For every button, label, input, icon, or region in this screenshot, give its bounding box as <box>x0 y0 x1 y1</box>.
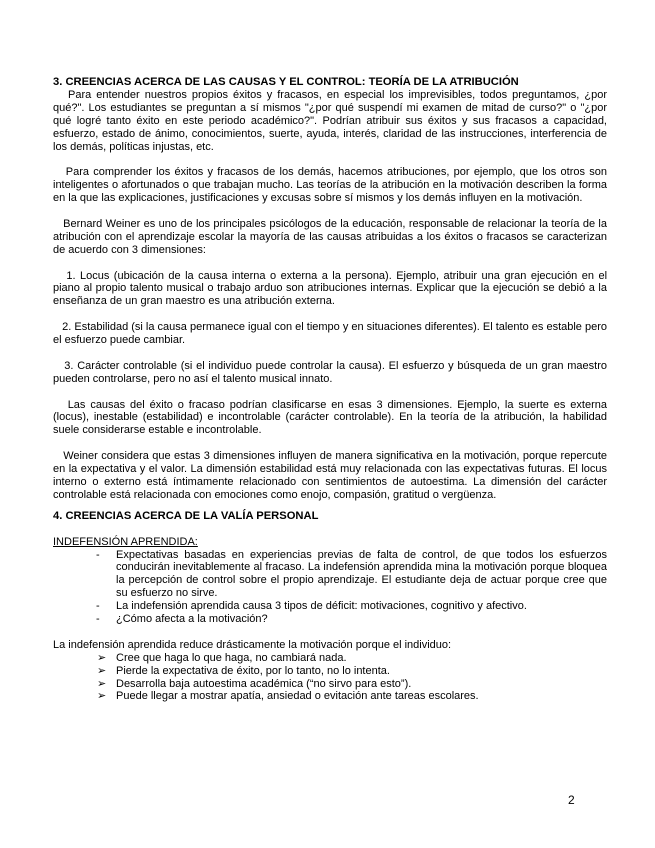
paragraph: Para comprender los éxitos y fracasos de los demás, hacemos atribuciones, por ejemplo, que los otros son inteligentes o afortunados o que trabajan mucho. Las teorías de la atribución en la motivación describen la forma en la que las explicaciones, justificaciones y excusas sobre sí mismos y los demás influyen en la motivación. <box>53 166 611 205</box>
arrow-bullet-icon: ➢ <box>97 677 107 690</box>
arrow-bullet-icon: ➢ <box>97 664 107 677</box>
list-item-text: Puede llegar a mostrar apatía, ansiedad o evitación ante tareas escolares. <box>116 690 479 703</box>
paragraph: Para entender nuestros propios éxitos y fracasos, en especial los imprevisibles, todos preguntamos, ¿por qué?". Los estudiantes se preguntan a sí mismos "¿por qué suspendí mi examen de mitad de curso?" o "¿por qué logré tanto éxito en este periodo académico?". Podrían atribuir sus éxitos y sus fracasos a capacidad, esfuerzo, estado de ánimo, conocimientos, suerte, ayuda, interés, claridad de las instrucciones, interferencia de los demás, políticas injustas, etc. <box>53 88 611 153</box>
list-item-text: Expectativas basadas en experiencias previas de falta de control, de que todos los esfuerzos conducirán inevitablemente al fracaso. La indefensión aprendida mina la motivación porque bloquea la percepción de control sobre el propio aprendizaje. El estudiante deja de actuar porque cree que su esfuerzo no sirve. <box>116 548 607 600</box>
list-item <box>53 652 607 665</box>
paragraph: La indefensión aprendida reduce drásticamente la motivación porque el individuo: <box>53 638 452 651</box>
arrow-bullet-icon: ➢ <box>97 651 107 664</box>
arrow-list <box>53 652 607 704</box>
list-item <box>53 600 607 613</box>
list-item <box>53 678 607 691</box>
subheading: INDEFENSIÓN APRENDIDA: <box>53 535 198 548</box>
paragraph: 2. Estabilidad (si la causa permanece igual con el tiempo y en situaciones diferentes). El talento es estable pero el esfuerzo puede cambiar. <box>53 321 611 347</box>
paragraph: 3. Carácter controlable (si el individuo puede controlar la causa). El esfuerzo y búsqueda de un gran maestro pueden controlarse, pero no así el talento musical innato. <box>53 359 611 385</box>
list-item-text: ¿Cómo afecta a la motivación? <box>116 613 268 626</box>
section3-heading: 3. CREENCIAS ACERCA DE LAS CAUSAS Y EL CONTROL: TEORÍA DE LA ATRIBUCIÓN <box>53 76 519 88</box>
paragraph: Las causas del éxito o fracaso podrían clasificarse en esas 3 dimensiones. Ejemplo, la suerte es externa (locus), inestable (estabilidad) e incontrolable (carácter controlable). En la teoría de la atribución, la habilidad suele considerarse estable e incontrolable. <box>53 398 611 437</box>
paragraph: 1. Locus (ubicación de la causa interna o externa a la persona). Ejemplo, atribuir una gran ejecución en el piano al propio talento musical o trabajo arduo son atribuciones internas. Explicar que la ejecución se debió a la enseñanza de un gran maestro es una atribución externa. <box>53 269 611 308</box>
list-item <box>53 549 607 601</box>
dash-marker: - <box>96 613 100 626</box>
dash-marker: - <box>96 548 100 561</box>
list-item <box>53 690 607 703</box>
list-item-text: Desarrolla baja autoestima académica (“no sirvo para esto”). <box>116 677 412 690</box>
dash-marker: - <box>96 600 100 613</box>
page-content <box>53 76 611 703</box>
dash-list <box>53 549 607 626</box>
section4-heading: 4. CREENCIAS ACERCA DE LA VALÍA PERSONAL <box>53 509 319 522</box>
list-item-text: Pierde la expectativa de éxito, por lo tanto, no lo intenta. <box>116 664 390 677</box>
arrow-bullet-icon: ➢ <box>97 690 107 703</box>
list-item <box>53 665 607 678</box>
list-item <box>53 613 607 626</box>
page-number: 2 <box>568 793 575 807</box>
list-item-text: Cree que haga lo que haga, no cambiará nada. <box>116 651 347 664</box>
paragraph: Weiner considera que estas 3 dimensiones influyen de manera significativa en la motivación, porque repercute en la expectativa y el valor. La dimensión estabilidad está muy relacionada con las expectativas futuras. El locus interno o externo está íntimamente relacionado con sentimientos de autoestima. La dimensión del carácter controlable está relacionada con emociones como enojo, compasión, gratitud o vergüenza. <box>53 450 611 501</box>
list-item-text: La indefensión aprendida causa 3 tipos de déficit: motivaciones, cognitivo y afectivo. <box>116 600 527 613</box>
paragraph: Bernard Weiner es uno de los principales psicólogos de la educación, responsable de relacionar la teoría de la atribución con el aprendizaje escolar la mayoría de las causas atribuidas a los éxitos o fracasos se caracterizan de acuerdo con 3 dimensiones: <box>53 217 611 256</box>
